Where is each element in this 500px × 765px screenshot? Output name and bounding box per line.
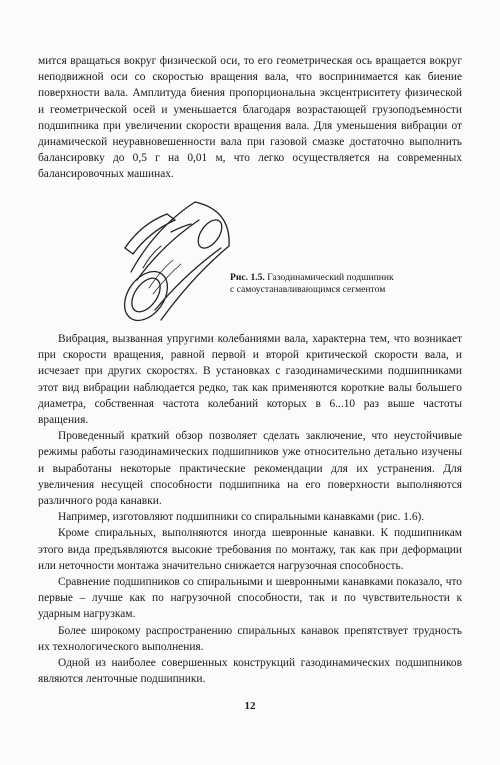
paragraph: Более широкому распространению спиральных канавок препятствует трудность их технологического выполнения.	[38, 624, 462, 653]
bearing-figure	[103, 198, 233, 324]
paragraph: Проведенный краткий обзор позволяет сделать заключение, что неустойчивые режимы работы газодинамических подшипников уже относительно детально изучены и выработаны некоторые практические рекомендации для их устранения. Для увеличения несущей способности подшипника на его поверхности выполняются различного рода канавки.	[38, 430, 462, 508]
text-block-top	[38, 53, 462, 183]
paragraph: Например, изготовляют подшипники со спиральными канавками (рис. 1.6).	[58, 511, 425, 524]
paragraph: Одной из наиболее совершенных конструкций газодинамических подшипников являются ленточные подшипники.	[38, 657, 462, 686]
paragraph: Сравнение подшипников со спиральными и шевронными канавками показало, что первые – лучше как по нагрузочной способности, так и по чувствительности к ударным нагрузкам.	[38, 576, 462, 621]
paragraph: Вибрация, вызванная упругими колебаниями вала, характерна тем, что возникает при скорости вращения, равной первой и второй критической скорости вала, и исчезает при других скоростях. В установках с газодинамическими подшипниками этот вид вибрации наблюдается редко, так как применяются короткие валы большего диаметра, собственная частота колебаний которых в 6...10 раз выше частоты вращения.	[38, 333, 462, 427]
figure-label: Рис. 1.5.	[230, 272, 265, 283]
paragraph: Кроме спиральных, выполняются иногда шевронные канавки. К подшипникам этого вида предъявляются высокие требования по монтажу, так как при деформации или неточности монтажа значительно снижается нагрузочная способность.	[38, 527, 462, 572]
paragraph: мится вращаться вокруг физической оси, то его геометрическая ось вращается вокруг неподвижной оси со скоростью вращения вала, что воспринимается как биение поверхности вала. Амплитуда биения пропорциональна эксцентриситету физической и геометрической осей и уменьшается благодаря возрастающей грузоподъемности подшипника при увеличении скорости вращения вала. Для уменьшения вибрации от динамической неуравновешенности вала при газовой смазке достаточно выполнить балансировку до 0,5 г на 0,01 м, что легко осуществляется на современных балансировочных машинах.	[38, 55, 462, 181]
text-block-bottom	[38, 331, 462, 687]
page-number: 12	[244, 700, 256, 712]
figure-caption-text: Газодинамический подшипник с самоустанавливающимся сегментом	[230, 272, 394, 296]
figure-caption	[230, 272, 400, 297]
